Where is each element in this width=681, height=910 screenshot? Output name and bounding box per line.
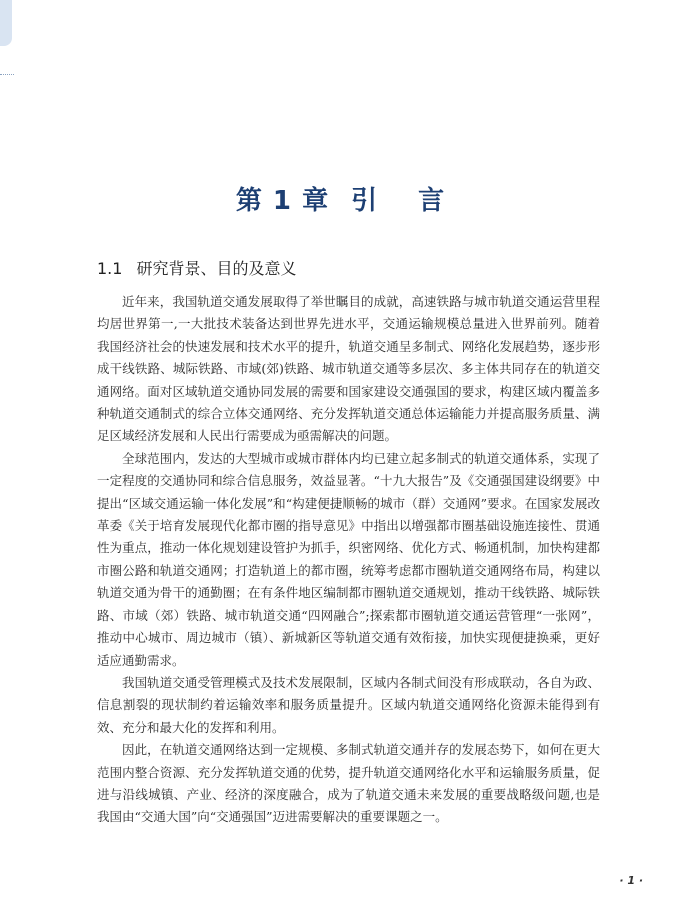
section-heading [97,256,296,279]
section-number: 1.1 [97,259,123,278]
corner-tab [0,0,12,46]
body-text [97,291,600,829]
section-title: 研究背景、目的及意义 [136,259,297,278]
paragraph-1: 近年来，我国轨道交通发展取得了举世瞩目的成就，高速铁路与城市轨道交通运营里程均居世界第一,一大批技术装备达到世界先进水平，交通运输规模总量进入世界前列。随着我国经济社会的快速发展和技术水平的提升，轨道交通呈多制式、网络化发展趋势，逐步形成干线铁路、城际铁路、市域(郊)铁路、城市轨道交通等多层次、多主体共同存在的轨道交通网络。面对区域轨道交通协同发展的需要和国家建设交通强国的要求，构建区域内覆盖多种轨道交通制式的综合立体交通网络、充分发挥轨道交通总体运输能力并提高服务质量、满足区域经济发展和人民出行需要成为亟需解决的问题。 [97,294,600,444]
chapter-title [0,180,681,217]
paragraph-2: 全球范围内，发达的大型城市或城市群体内均已建立起多制式的轨道交通体系，实现了一定程度的交通协同和综合信息服务，效益显著。“十九大报告”及《交通强国建设纲要》中提出“区域交通运输一体化发展”和“构建便捷顺畅的城市（群）交通网”要求。在国家发展改革委《关于培育发展现代化都市圈的指导意见》中指出以增强都市圈基础设施连接性、贯通性为重点，推动一体化规划建设管护为抓手，织密网络、优化方式、畅通机制，加快构建都市圈公路和轨道交通网；打造轨道上的都市圈，统筹考虑都市圈轨道交通网络布局，构建以轨道交通为骨干的通勤圈；在有条件地区编制都市圈轨道交通规划，推动干线铁路、城际铁路、市域（郊）铁路、城市轨道交通“四网融合”;探索都市圈轨道交通运营管理“一张网”，推动中心城市、周边城市（镇）、新城新区等轨道交通有效衔接，加快实现便捷换乘，更好适应通勤需求。 [97,450,600,668]
chapter-label: 第 1 章 [235,186,330,216]
paragraph-3: 我国轨道交通受管理模式及技术发展限制，区域内各制式间没有形成联动，各自为政、信息割裂的现状制约着运输效率和服务质量提升。区域内轨道交通网络化资源未能得到有效、充分和最大化的发挥和利用。 [97,674,600,735]
chapter-title-char-2: 言 [418,186,446,216]
page-number: · 1 · [619,874,643,887]
dotted-rule [0,74,14,77]
chapter-title-char-1: 引 [351,186,379,216]
paragraph-4: 因此，在轨道交通网络达到一定规模、多制式轨道交通并存的发展态势下，如何在更大范围内整合资源、充分发挥轨道交通的优势，提升轨道交通网络化水平和运输服务质量，促进与沿线城镇、产业、经济的深度融合，成为了轨道交通未来发展的重要战略级问题,也是我国由“交通大国”向“交通强国”迈进需要解决的重要课题之一。 [97,742,600,825]
